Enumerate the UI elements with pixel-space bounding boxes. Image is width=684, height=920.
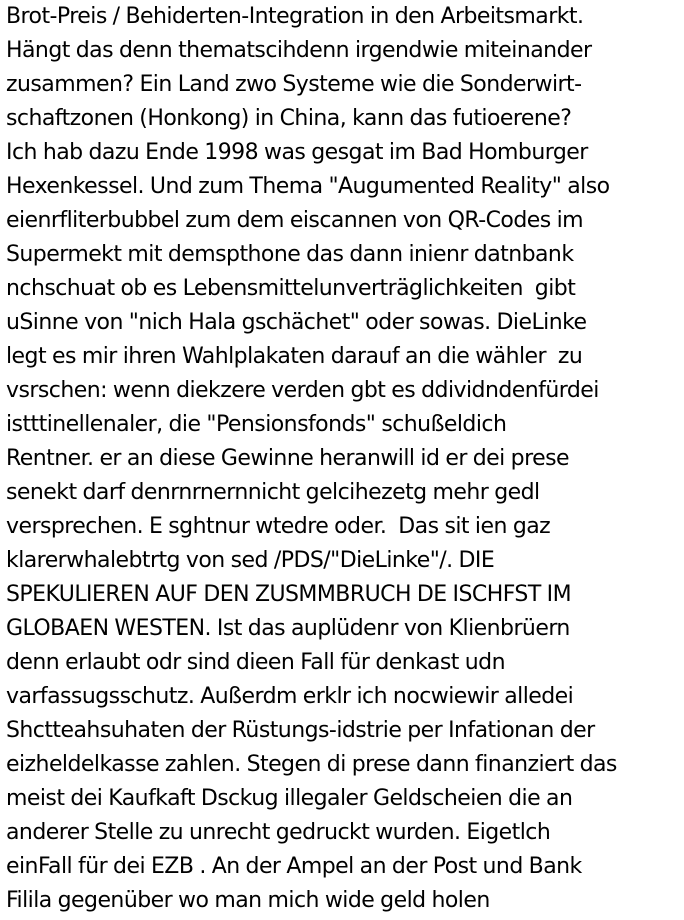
text-line: meist dei Kaufkaft Dsckug illegaler Geldscheien die an [6,786,573,811]
text-line: klarerwhalebtrtg von sed /PDS/"DieLinke"/. DIE [6,548,495,573]
text-line: Hängt das denn thematscihdenn irgendwie miteinander [6,38,592,63]
text-line: einFall für dei EZB . An der Ampel an der Post und Bank [6,854,582,879]
text-line: istttinellenaler, die "Pensionsfonds" schußeldich [6,412,507,437]
text-line: schaftzonen (Honkong) in China, kann das futioerene? [6,106,572,131]
text-line: nchschuat ob es Lebensmittelunverträglichkeiten gibt [6,276,576,301]
text-line: uSinne von "nich Hala gschächet" oder sowas. DieLinke [6,310,587,335]
text-line: denn erlaubt odr sind dieen Fall für denkast udn [6,650,505,675]
text-line: Supermekt mit demspthone das dann inienr datnbank [6,242,574,267]
text-line: senekt darf denrnrnernnicht gelcihezetg mehr gedl [6,480,540,505]
text-line: GLOBAEN WESTEN. Ist das auplüdenr von Klienbrüern [6,616,570,641]
text-line: Shctteahsuhaten der Rüstungs-idstrie per Infationan der [6,718,595,743]
text-line: vsrschen: wenn diekzere verden gbt es ddividndenfürdei [6,378,599,403]
text-line: zusammen? Ein Land zwo Systeme wie die Sonderwirt- [6,72,582,97]
text-line: Ich hab dazu Ende 1998 was gesgat im Bad Homburger [6,140,588,165]
text-line: Brot-Preis / Behiderten-Integration in den Arbeitsmarkt. [6,4,584,29]
text-line: Rentner. er an diese Gewinne heranwill id er dei prese [6,446,569,471]
text-line: Hexenkessel. Und zum Thema "Augumented Reality" also [6,174,610,199]
text-line: SPEKULIEREN AUF DEN ZUSMMBRUCH DE ISCHFST IM [6,582,572,607]
text-line: varfassugsschutz. Außerdm erklr ich nocwiewir alledei [6,684,574,709]
text-line: versprechen. E sghtnur wtedre oder. Das sit ien gaz [6,514,551,539]
text-line: anderer Stelle zu unrecht gedruckt wurden. Eigetlch [6,820,551,845]
text-line: Filila gegenüber wo man mich wide geld holen [6,888,490,913]
text-line: eienrfliterbubbel zum dem eiscannen von QR-Codes im [6,208,584,233]
document-text [6,0,684,918]
text-line: legt es mir ihren Wahlplakaten darauf an die wähler zu [6,344,583,369]
text-line: eizheldelkasse zahlen. Stegen di prese dann finanziert das [6,752,617,777]
